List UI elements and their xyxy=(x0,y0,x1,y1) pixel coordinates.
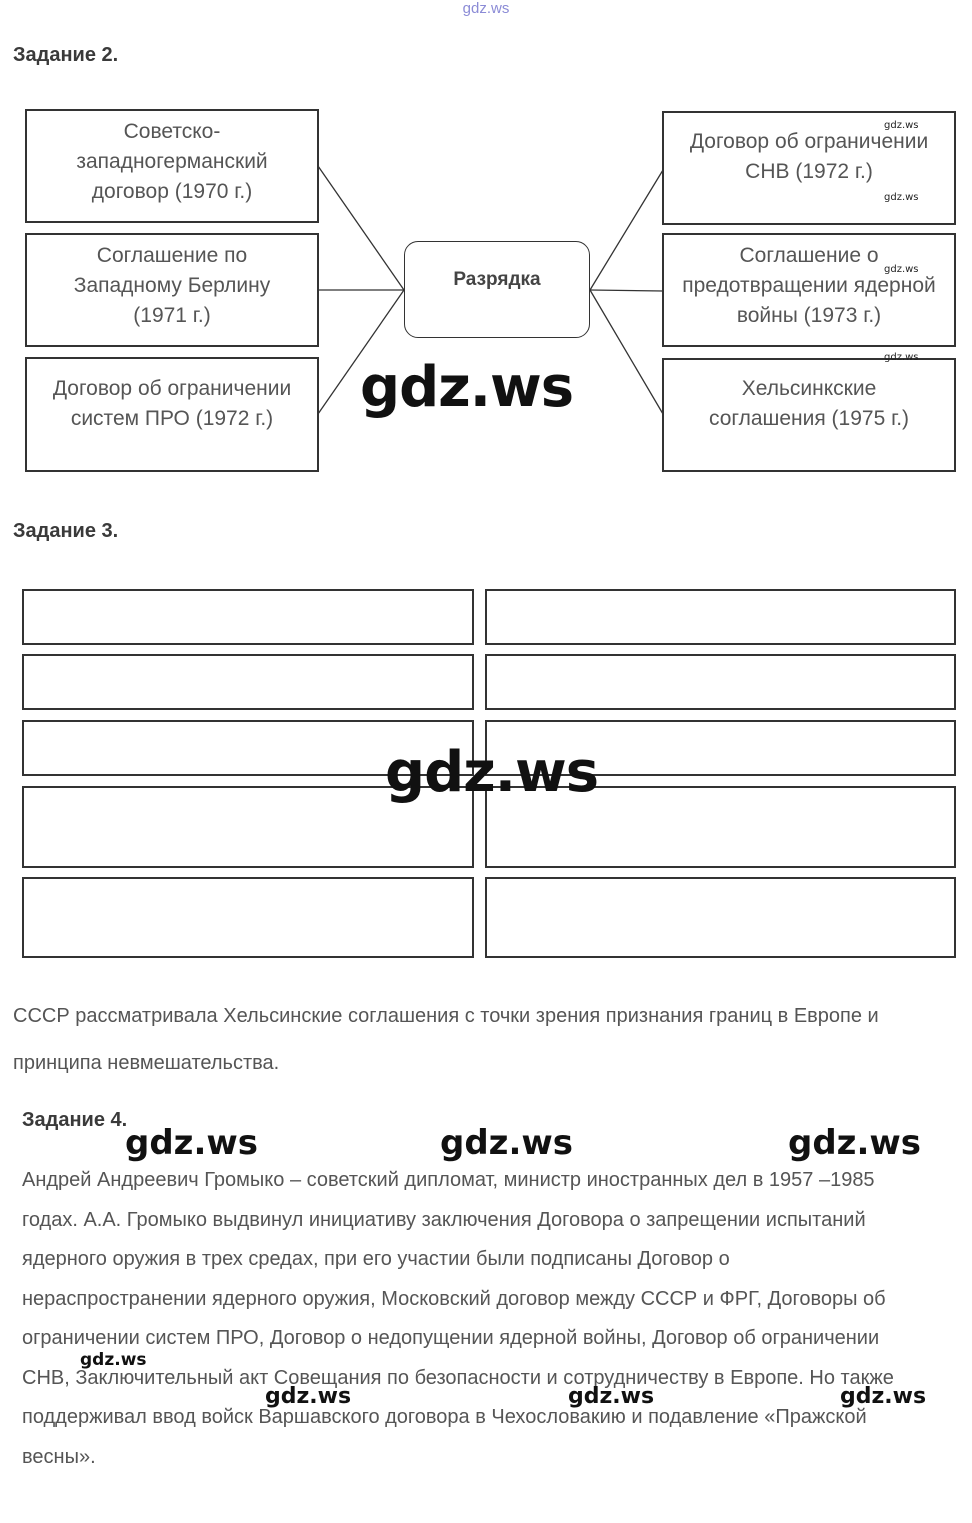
right-box-3-text: Хельсинкские соглашения (1975 г.) xyxy=(708,377,910,430)
task4-title: Задание 4. xyxy=(22,1109,128,1131)
connector-line xyxy=(590,170,663,290)
left-box-3 xyxy=(25,357,319,472)
task3-title: Задание 3. xyxy=(13,520,119,542)
small-watermark: gdz.ws xyxy=(884,264,919,275)
grid-cell xyxy=(22,589,474,645)
grid-cell xyxy=(22,654,474,710)
center-node xyxy=(404,241,590,338)
grid-cell xyxy=(485,654,956,710)
small-watermark: gdz.ws xyxy=(884,192,919,203)
left-box-1-text: Советско-западногерманский договор (1970 г.) xyxy=(76,120,268,203)
left-box-1 xyxy=(25,109,319,223)
small-watermark: gdz.ws xyxy=(884,352,919,363)
connector-line xyxy=(318,166,404,290)
task4-text: Андрей Андреевич Громыко – советский дипломат, министр иностранных дел в 1957 –1985 годах. А.А. Громыко выдвинул инициативу заключения Договора о запрещении испытаний ядерного оружия в трех средах, при его участии были подписаны Договор о нераспространении ядерного оружия, Московский договор между СССР и ФРГ, Договоры об ограничении систем ПРО, Договор о недопущении ядерной войны, Договор об ограничении СНВ, Заключительный акт Совещания по безопасности и сотрудничеству в Европе. Но также поддерживал ввод войск Варшавского договора в Чехословакию и подавление «Пражской весны». xyxy=(22,1169,894,1468)
task3-answer: СССР рассматривала Хельсинские соглашения с точки зрения признания границ в Европе и принципа невмешательства. xyxy=(13,1005,879,1074)
small-watermark: gdz.ws xyxy=(568,1384,655,1409)
right-box-2-text: Соглашение о предотвращении ядерной войны (1973 г.) xyxy=(682,244,936,327)
grid-cell xyxy=(485,877,956,958)
left-box-3-text: Договор об ограничении систем ПРО (1972 г.) xyxy=(52,377,292,430)
small-watermark: gdz.ws xyxy=(265,1384,352,1409)
small-watermark: gdz.ws xyxy=(840,1384,927,1409)
right-box-1-text: Договор об ограничении СНВ (1972 г.) xyxy=(689,130,929,183)
medium-watermark: gdz.ws xyxy=(788,1123,922,1163)
connector-line xyxy=(590,290,663,414)
grid-cell xyxy=(22,877,474,958)
task2-title: Задание 2. xyxy=(13,44,119,66)
grid-cell xyxy=(485,589,956,645)
large-watermark: gdz.ws xyxy=(385,740,599,805)
center-node-label: Разрядка xyxy=(453,268,541,290)
small-watermark: gdz.ws xyxy=(80,1350,147,1370)
top-watermark: gdz.ws xyxy=(462,0,510,17)
large-watermark: gdz.ws xyxy=(360,355,574,420)
connector-line xyxy=(590,290,663,291)
right-box-2 xyxy=(662,233,956,347)
left-box-2 xyxy=(25,233,319,347)
left-box-2-text: Соглашение по Западному Берлину (1971 г.) xyxy=(73,244,271,327)
medium-watermark: gdz.ws xyxy=(440,1123,574,1163)
small-watermark: gdz.ws xyxy=(884,120,919,131)
right-box-3 xyxy=(662,358,956,472)
medium-watermark: gdz.ws xyxy=(125,1123,259,1163)
